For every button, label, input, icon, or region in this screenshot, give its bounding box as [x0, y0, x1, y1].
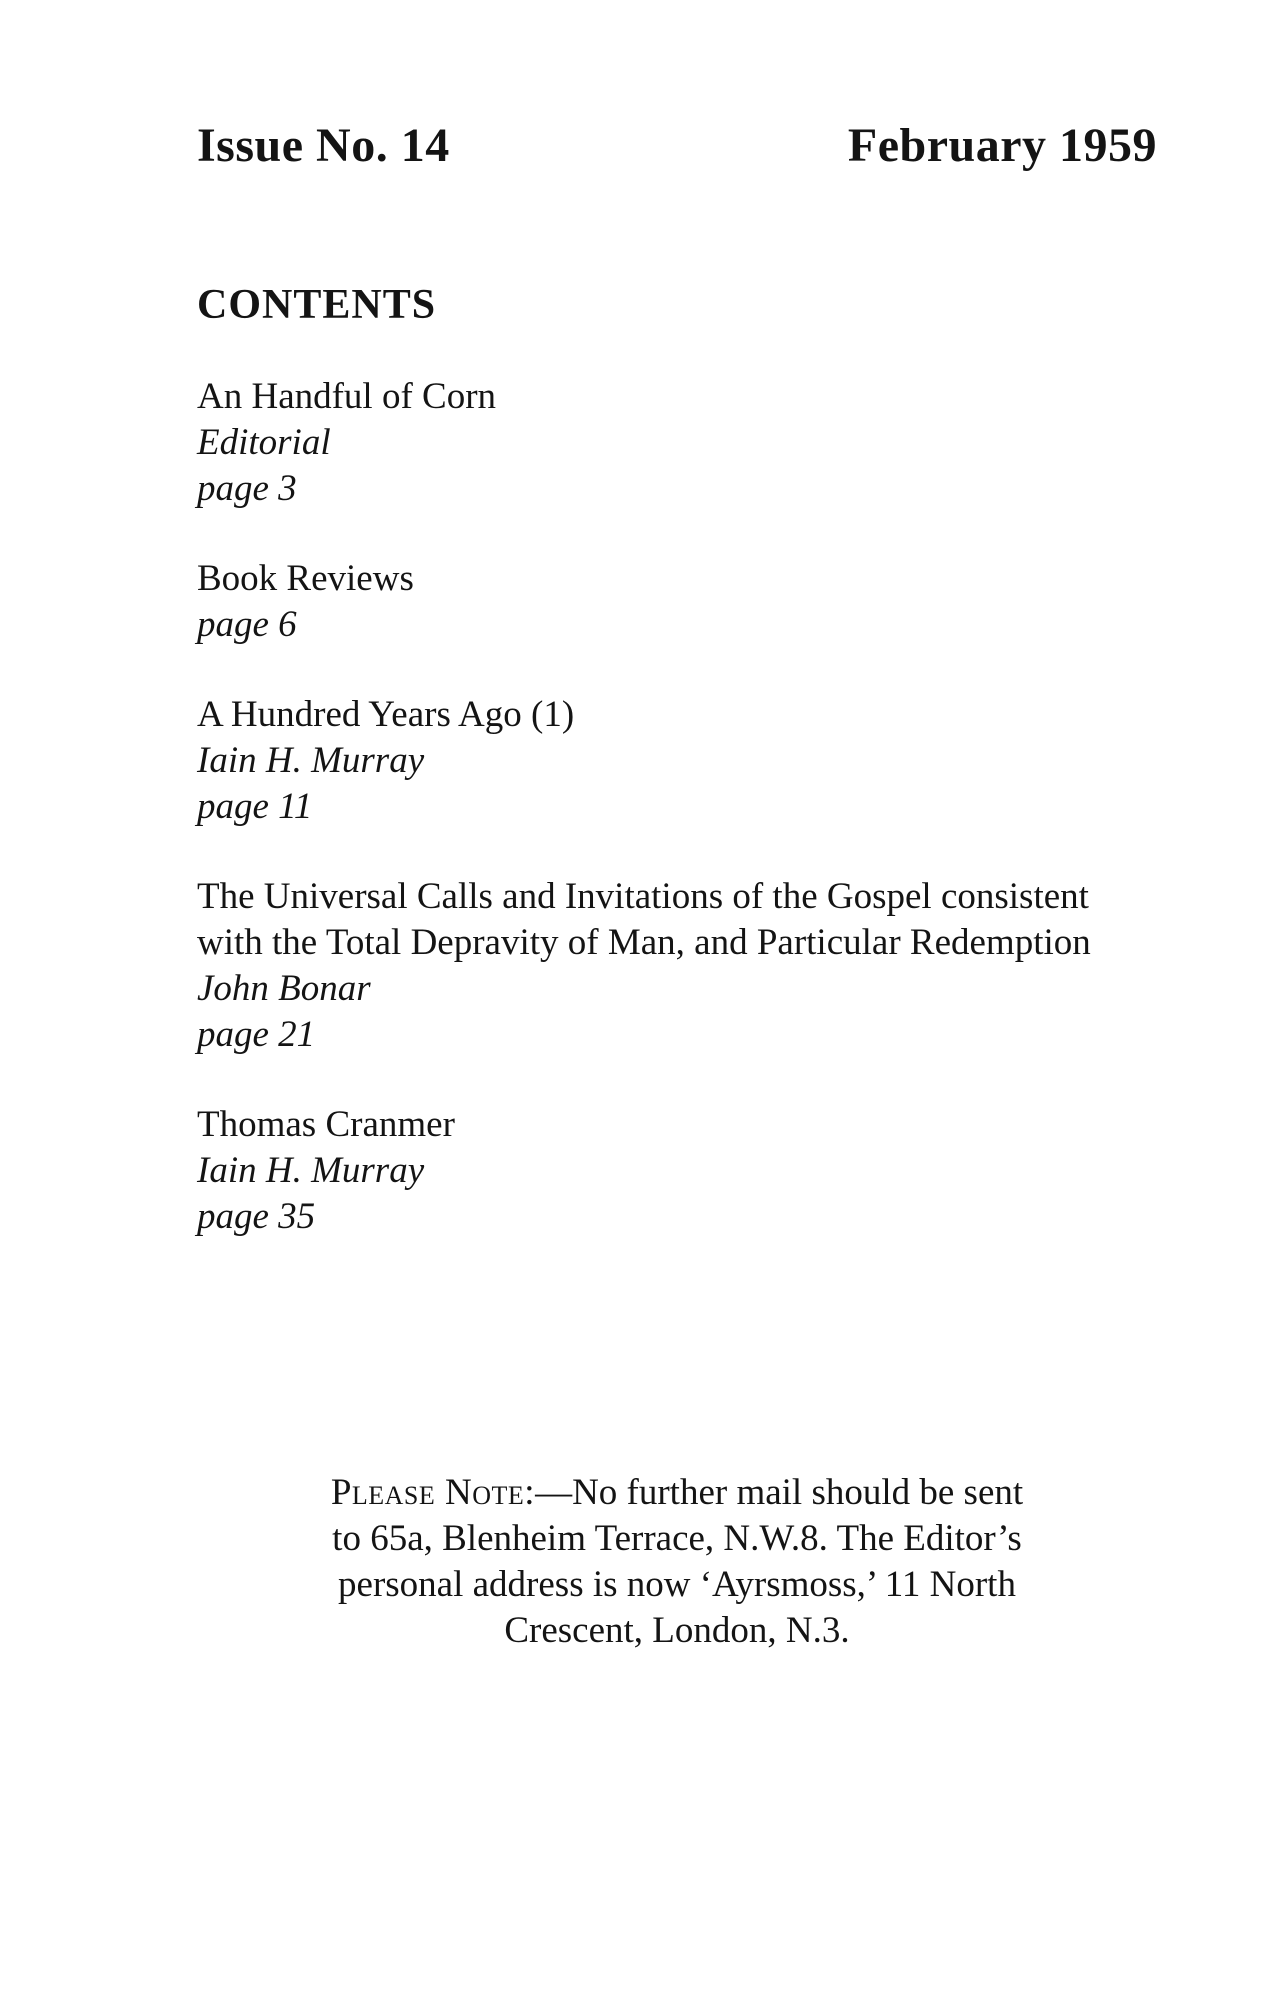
entry-title: A Hundred Years Ago (1)	[197, 694, 575, 735]
contents-heading: CONTENTS	[197, 282, 437, 328]
toc-entry	[197, 374, 1157, 512]
toc-entry	[197, 556, 1157, 648]
toc-entry	[197, 1102, 1157, 1240]
notice-text: —No further mail should be sent to 65a, Blenheim Terrace, N.W.8. The Editor’s personal address is now ‘Ayrsmoss,’ 11 North Crescent, London, N.3.	[332, 1472, 1024, 1651]
toc-entry	[197, 692, 1157, 830]
entry-title: Book Reviews	[197, 558, 414, 599]
entry-title: An Handful of Corn	[197, 376, 497, 417]
entry-page: page 3	[197, 468, 297, 509]
issue-date: February 1959	[847, 119, 1157, 172]
masthead	[197, 118, 1157, 174]
entry-title: The Universal Calls and Invitations of the Gospel consistent with the Total Depravity of Man, and Particular Redemption	[197, 876, 1091, 963]
entry-author: John Bonar	[197, 968, 371, 1009]
entry-title: Thomas Cranmer	[197, 1104, 455, 1145]
entry-page: page 6	[197, 604, 297, 645]
issue-number: Issue No. 14	[197, 119, 450, 172]
toc-entry	[197, 874, 1157, 1058]
notice-lead: Please Note:	[330, 1472, 536, 1513]
entry-page: page 35	[197, 1196, 316, 1237]
entry-page: page 11	[197, 786, 313, 827]
entry-page: page 21	[197, 1014, 316, 1055]
table-of-contents	[197, 374, 1157, 1240]
entry-author: Iain H. Murray	[197, 1150, 425, 1191]
entry-author: Editorial	[197, 422, 331, 463]
editor-notice	[312, 1470, 1042, 1654]
entry-author: Iain H. Murray	[197, 740, 425, 781]
